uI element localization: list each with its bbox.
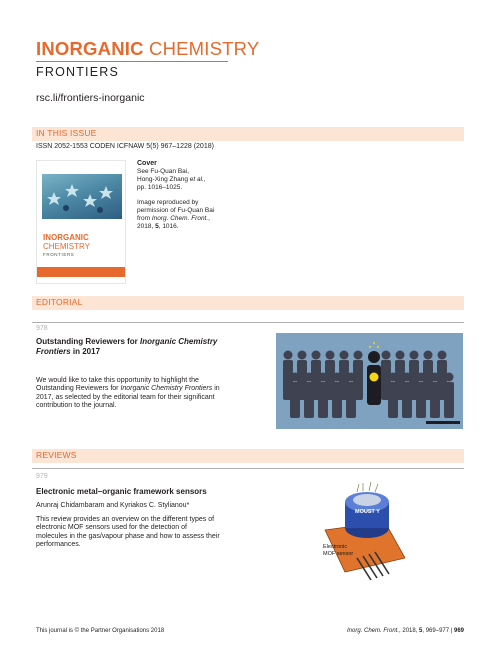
cover-caption: Cover See Fu-Quan Bai, Hong-Xing Zhang et al., pp. 1016–1025. Image reproduced by permission of Fu-Quan Bai from Inorg. Chem. Front., 2018, 5, 1016. <box>137 160 215 230</box>
graphic-label-line2: MOF sensor <box>323 551 354 557</box>
crowd-figure-head <box>396 351 405 360</box>
graphic-label-top: MOUST Y <box>355 509 380 515</box>
crowd-figure-body <box>416 382 426 418</box>
crowd-figure-head <box>319 373 328 382</box>
section-heading: IN THIS ISSUE <box>36 128 97 138</box>
crowd-figure-head <box>305 373 314 382</box>
cover-thumbnail[interactable] <box>36 160 126 284</box>
crowd-figure-body <box>318 382 328 418</box>
journal-name-light: CHEMISTRY <box>149 38 260 59</box>
footer-citation: Inorg. Chem. Front., 2018, 5, 969–977 | 969 <box>347 628 464 634</box>
section-heading: REVIEWS <box>36 450 77 460</box>
crowd-figure-head <box>438 351 447 360</box>
title-rule <box>36 61 228 62</box>
journal-title <box>36 40 259 59</box>
crowd-figure-head <box>410 351 419 360</box>
crowd-figure-body <box>304 382 314 418</box>
crowd-figure-head <box>403 373 412 382</box>
crowd-figure-head <box>333 373 342 382</box>
review-authors: Arunraj Chidambaram and Kyriakos C. Stylianou* <box>36 502 190 509</box>
cover-artwork <box>42 174 122 219</box>
crowd-figure-body <box>402 382 412 418</box>
crowd-figure-body <box>332 382 342 418</box>
review-title[interactable]: Electronic metal–organic framework sensors <box>36 487 207 496</box>
cover-image <box>42 174 122 219</box>
journal-url[interactable]: rsc.li/frontiers-inorganic <box>36 92 145 104</box>
crowd-figure-head <box>291 373 300 382</box>
crowd-figure-head <box>312 351 321 360</box>
journal-name-bold: INORGANIC <box>36 38 144 59</box>
crowd-figure-body <box>430 382 440 418</box>
editorial-page-number: 978 <box>36 325 48 332</box>
crowd-figure-body <box>388 382 398 418</box>
review-abstract: This review provides an overview on the different types of electronic MOF sensors used for the detection of molecules in the gas/vapour phase and how to assess their performances. <box>36 516 220 548</box>
crowd-figure-head <box>431 373 440 382</box>
crowd-figure-body <box>290 382 300 418</box>
journal-subname: FRONTIERS <box>36 65 120 79</box>
crowd-figure-head <box>389 373 398 382</box>
divider <box>32 468 464 469</box>
crowd-figure-head <box>284 351 293 360</box>
crowd-figure-head <box>298 351 307 360</box>
editorial-title[interactable]: Outstanding Reviewers for Inorganic Chemistry Frontiers in 2017 <box>36 337 218 356</box>
crowd-figure-head <box>340 351 349 360</box>
issn-line: ISSN 2052-1553 CODEN ICFNAW 5(5) 967–1228 (2018) <box>36 143 214 150</box>
crowd-figure-body <box>444 382 454 418</box>
crowd-figure-head <box>445 373 454 382</box>
cover-footer-band <box>37 267 126 277</box>
crowd-figure-head <box>417 373 426 382</box>
review-graphic <box>305 480 415 580</box>
cover-title: INORGANIC CHEMISTRY <box>43 233 90 251</box>
crowd-figure-body <box>346 382 356 418</box>
graphic-label-line1: Electronic <box>323 544 348 550</box>
crowd-figure-head <box>326 351 335 360</box>
crowd-figure-head <box>424 351 433 360</box>
cover-subtitle: FRONTIERS <box>43 252 75 257</box>
crowd-figure-head <box>354 351 363 360</box>
reviews-page-number: 979 <box>36 473 48 480</box>
divider <box>32 322 464 323</box>
section-header-editorial <box>32 296 464 310</box>
crowd-figure-head <box>382 351 391 360</box>
editorial-abstract: We would like to take this opportunity to highlight the Outstanding Reviewers for Inorganic Chemistry Frontiers in 2017, as selected by the editorial team for their significant contribution to the journal. <box>36 377 220 409</box>
cover-caption-head: Cover <box>137 160 157 167</box>
section-heading: EDITORIAL <box>36 297 83 307</box>
crowd-figure-head <box>347 373 356 382</box>
section-header-reviews <box>32 449 464 463</box>
footer-copyright: This journal is © the Partner Organisations 2018 <box>36 628 165 634</box>
section-header-in-this-issue <box>32 127 464 141</box>
editorial-graphic <box>276 333 463 429</box>
